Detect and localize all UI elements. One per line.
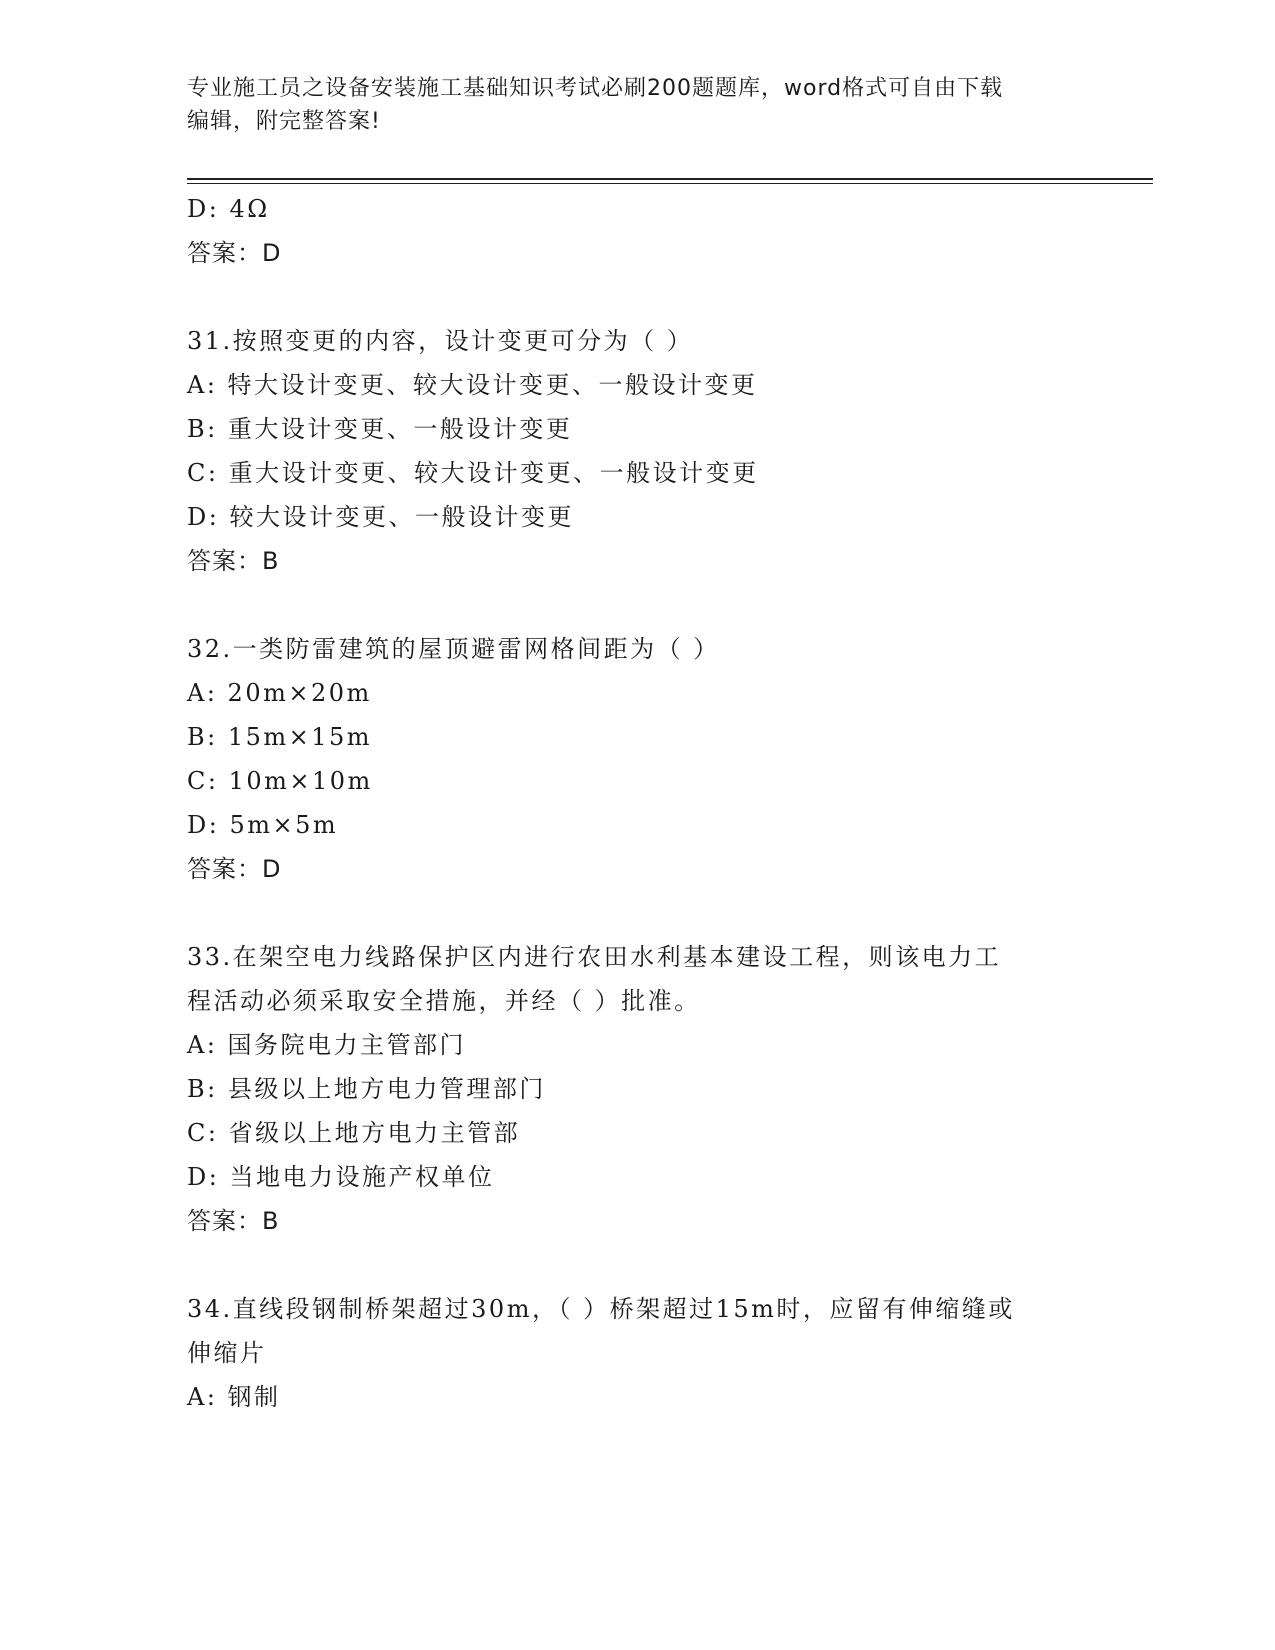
header-title-line-2: 编辑，附完整答案! [187, 109, 381, 134]
question-33-line-1: 33.在架空电力线路保护区内进行农田水利基本建设工程，则该电力工 [187, 943, 1002, 971]
option-d-previous: D: 4Ω [187, 195, 270, 223]
question-33-answer: 答案：B [187, 1207, 280, 1235]
question-33-option-c: C: 省级以上地方电力主管部 [187, 1119, 521, 1147]
header-title-line-1: 专业施工员之设备安装施工基础知识考试必刷200题题库，word格式可自由下载 [187, 76, 1004, 101]
question-32-option-d: D: 5m×5m [187, 811, 339, 839]
question-31-option-b: B: 重大设计变更、一般设计变更 [187, 415, 573, 443]
question-34-line-1: 34.直线段钢制桥架超过30m，（ ）桥架超过15m时，应留有伸缩缝或 [187, 1295, 1015, 1323]
question-31: 31.按照变更的内容，设计变更可分为（ ） [187, 327, 694, 355]
question-32-option-a: A: 20m×20m [187, 679, 372, 707]
header-divider-thin [187, 183, 1153, 184]
question-33-option-b: B: 县级以上地方电力管理部门 [187, 1075, 546, 1103]
question-33-option-a: A: 国务院电力主管部门 [187, 1031, 467, 1059]
question-33-option-d: D: 当地电力设施产权单位 [187, 1163, 495, 1191]
question-33-line-2: 程活动必须采取安全措施，并经（ ）批准。 [187, 987, 701, 1015]
question-34-line-2: 伸缩片 [187, 1339, 267, 1367]
header-divider-thick [187, 178, 1153, 180]
question-32-option-c: C: 10m×10m [187, 767, 373, 795]
question-31-option-a: A: 特大设计变更、较大设计变更、一般设计变更 [187, 371, 758, 399]
question-32-option-b: B: 15m×15m [187, 723, 373, 751]
question-31-option-c: C: 重大设计变更、较大设计变更、一般设计变更 [187, 459, 759, 487]
question-32: 32.一类防雷建筑的屋顶避雷网格间距为（ ） [187, 635, 720, 663]
question-32-answer: 答案：D [187, 855, 282, 883]
document-header [187, 72, 1067, 138]
question-31-option-d: D: 较大设计变更、一般设计变更 [187, 503, 574, 531]
question-34-option-a: A: 钢制 [187, 1383, 281, 1411]
answer-previous: 答案：D [187, 239, 282, 267]
question-31-answer: 答案：B [187, 547, 280, 575]
